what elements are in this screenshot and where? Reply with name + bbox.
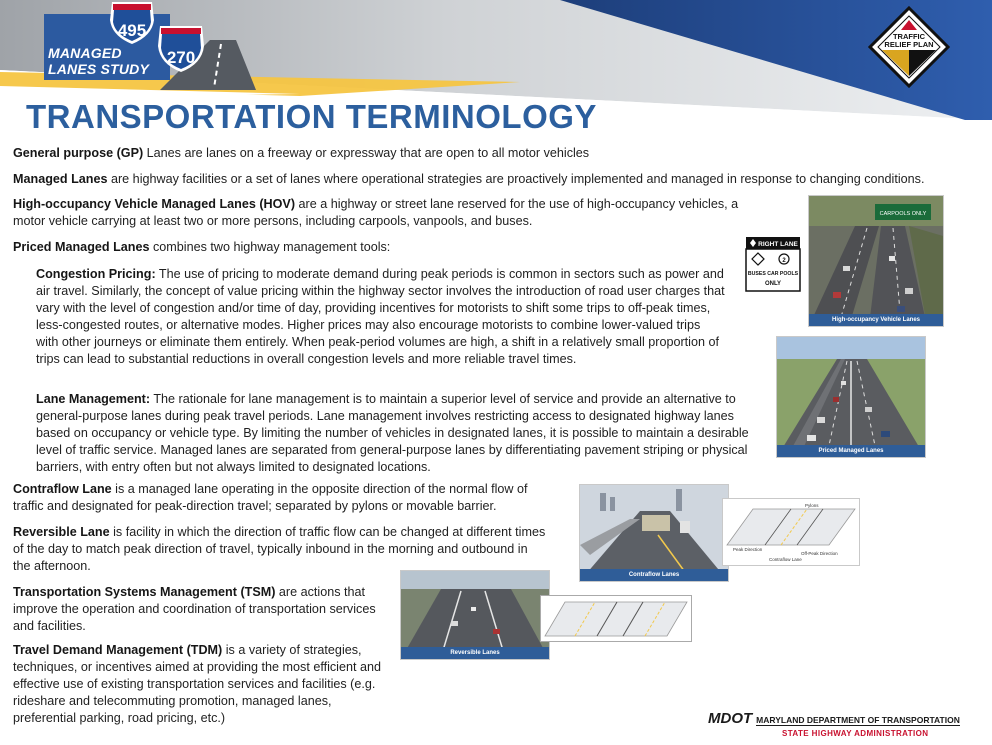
diagram-peak-label: Peak Direction	[733, 547, 763, 552]
diagram-contraflow-label: Contraflow Lane	[769, 557, 802, 562]
term-tsm	[13, 584, 383, 635]
term-pml-label: Priced Managed Lanes	[13, 240, 150, 254]
term-ml-label: Managed Lanes	[13, 172, 108, 186]
contraflow-lanes-photo	[579, 484, 729, 582]
priced-managed-lanes-photo	[776, 336, 926, 458]
priced-photo-caption: Priced Managed Lanes	[777, 445, 925, 457]
term-hov-text: are a highway or street lane reserved for the use of high-occupancy vehicles, a motor vehicle carrying at least two or more persons, including carpools, vanpools, and buses.	[13, 197, 739, 228]
term-cp-text: The use of pricing to moderate demand during peak periods is common in sectors such as power and air travel. Similarly, the concept of value pricing within the highway sector involves the introduction of road user charges that vary with the level of congestion and/or time of day, providing incentives for motorists to shift some trips to off-peak times, less-congested routes, or alternative modes. Higher prices may also encourage motorists to combine lower-valued trips with other journeys or eliminate them entirely. When peak-period volumes are high, a shift in a relatively small proportion of trips can lead to substantial reductions in overall congestion levels and more reliable travel times.	[36, 267, 725, 366]
term-general-purpose	[13, 145, 973, 162]
mdot-sha-logo	[708, 710, 960, 744]
hov-highway-illustration	[809, 196, 943, 326]
reversible-diagram-graphic	[541, 596, 691, 641]
traffic-relief-plan-badge	[868, 6, 950, 88]
diagram-pylons-label: Pylons	[805, 503, 819, 508]
hov-overhead-sign-text: CARPOOLS ONLY	[879, 211, 927, 217]
term-hov	[13, 196, 753, 230]
shield-270-number: 270	[166, 48, 196, 67]
term-tdm	[13, 642, 398, 727]
reversible-photo-caption: Reversible Lanes	[401, 647, 549, 659]
reversible-diagram	[540, 595, 692, 642]
term-contraflow-lane	[13, 481, 548, 515]
term-rl-label: Reversible Lane	[13, 525, 110, 539]
term-tdm-text: is a variety of strategies, techniques, or incentives aimed at providing the most efficient and effective use of existing transportation services and facilities (e.g. rideshare and telecommuting promotion, managed lanes, preferential parking, road pricing, etc.)	[13, 643, 381, 725]
mdot-line	[708, 710, 960, 727]
term-cp-label: Congestion Pricing:	[36, 267, 156, 281]
term-cf-text: is a managed lane operating in the opposite direction of the normal flow of traffic and designated for peak-direction travel; separated by pylons or movable barrier.	[13, 482, 528, 513]
administration-name: STATE HIGHWAY ADMINISTRATION	[782, 729, 929, 738]
hov-sign-bottom-text: ONLY	[764, 281, 782, 287]
shield-495-number: 495	[117, 21, 147, 40]
contraflow-diagram-graphic	[723, 499, 859, 565]
term-priced-managed-lanes	[13, 239, 713, 256]
page-title: TRANSPORTATION TERMINOLOGY	[26, 98, 597, 135]
contraflow-photo-caption: Contraflow Lanes	[580, 569, 728, 581]
term-hov-label: High-occupancy Vehicle Managed Lanes (HOV)	[13, 197, 296, 211]
plan-line-1: TRAFFIC	[892, 32, 926, 41]
term-congestion-pricing	[36, 266, 726, 368]
department-name: MARYLAND DEPARTMENT OF TRANSPORTATION	[756, 715, 960, 725]
hov-sign-graphic	[740, 235, 806, 295]
term-reversible-lane	[13, 524, 548, 575]
contraflow-diagram	[722, 498, 860, 566]
hov-photo-caption: High-occupancy Vehicle Lanes	[809, 314, 943, 326]
term-rl-text: is facility in which the direction of traffic flow can be changed at different times of the day to match peak direction of travel, typically inbound in the morning and outbound in the afternoon.	[13, 525, 546, 573]
svg-text:2: 2	[782, 258, 786, 264]
term-gp-label: General purpose (GP)	[13, 146, 144, 160]
hov-sign-mid-text: BUSES CAR POOLS	[747, 271, 799, 277]
priced-lanes-illustration	[777, 337, 925, 457]
hov-lanes-photo	[808, 195, 944, 327]
term-ml-text: are highway facilities or a set of lanes where operational strategies are proactively implemented and managed in response to changing conditions.	[107, 172, 925, 186]
reversible-illustration	[401, 571, 549, 659]
contraflow-illustration	[580, 485, 728, 581]
hov-lane-sign-image	[740, 235, 806, 295]
managed-lanes-study-logo-text	[48, 45, 149, 77]
term-tdm-label: Travel Demand Management (TDM)	[13, 643, 223, 657]
study-line-2: LANES STUDY	[48, 61, 149, 77]
plan-line-2: RELIEF PLAN	[884, 40, 934, 49]
term-tsm-label: Transportation Systems Management (TSM)	[13, 585, 276, 599]
diagram-offpeak-label: Off-Peak Direction	[801, 551, 838, 556]
mdot-mark: MDOT	[708, 710, 753, 727]
term-cf-label: Contraflow Lane	[13, 482, 112, 496]
hov-sign-top-text: RIGHT LANE	[758, 241, 798, 248]
study-line-1: MANAGED	[48, 45, 122, 61]
term-managed-lanes	[13, 171, 978, 188]
term-gp-text: Lanes are lanes on a freeway or expressway that are open to all motor vehicles	[143, 146, 590, 160]
term-lane-management	[36, 391, 761, 476]
term-lm-label: Lane Management:	[36, 392, 151, 406]
term-tsm-text: are actions that improve the operation and coordination of transportation services and facilities.	[13, 585, 376, 633]
reversible-lanes-photo	[400, 570, 550, 660]
term-pml-text: combines two highway management tools:	[149, 240, 391, 254]
term-lm-text: The rationale for lane management is to maintain a superior level of service and provide an alternative to general-purpose lanes during peak travel periods. Lane management involves restricting access to designated highway lanes based on occupancy or vehicle type. By limiting the number of vehicles in designated lanes, it is possible to maintain a desirable level of traffic service. Managed lanes are separated from general-purpose lanes by differentiating pavement striping or physical barriers, with entry often but not always limited to designated locations.	[36, 392, 749, 474]
